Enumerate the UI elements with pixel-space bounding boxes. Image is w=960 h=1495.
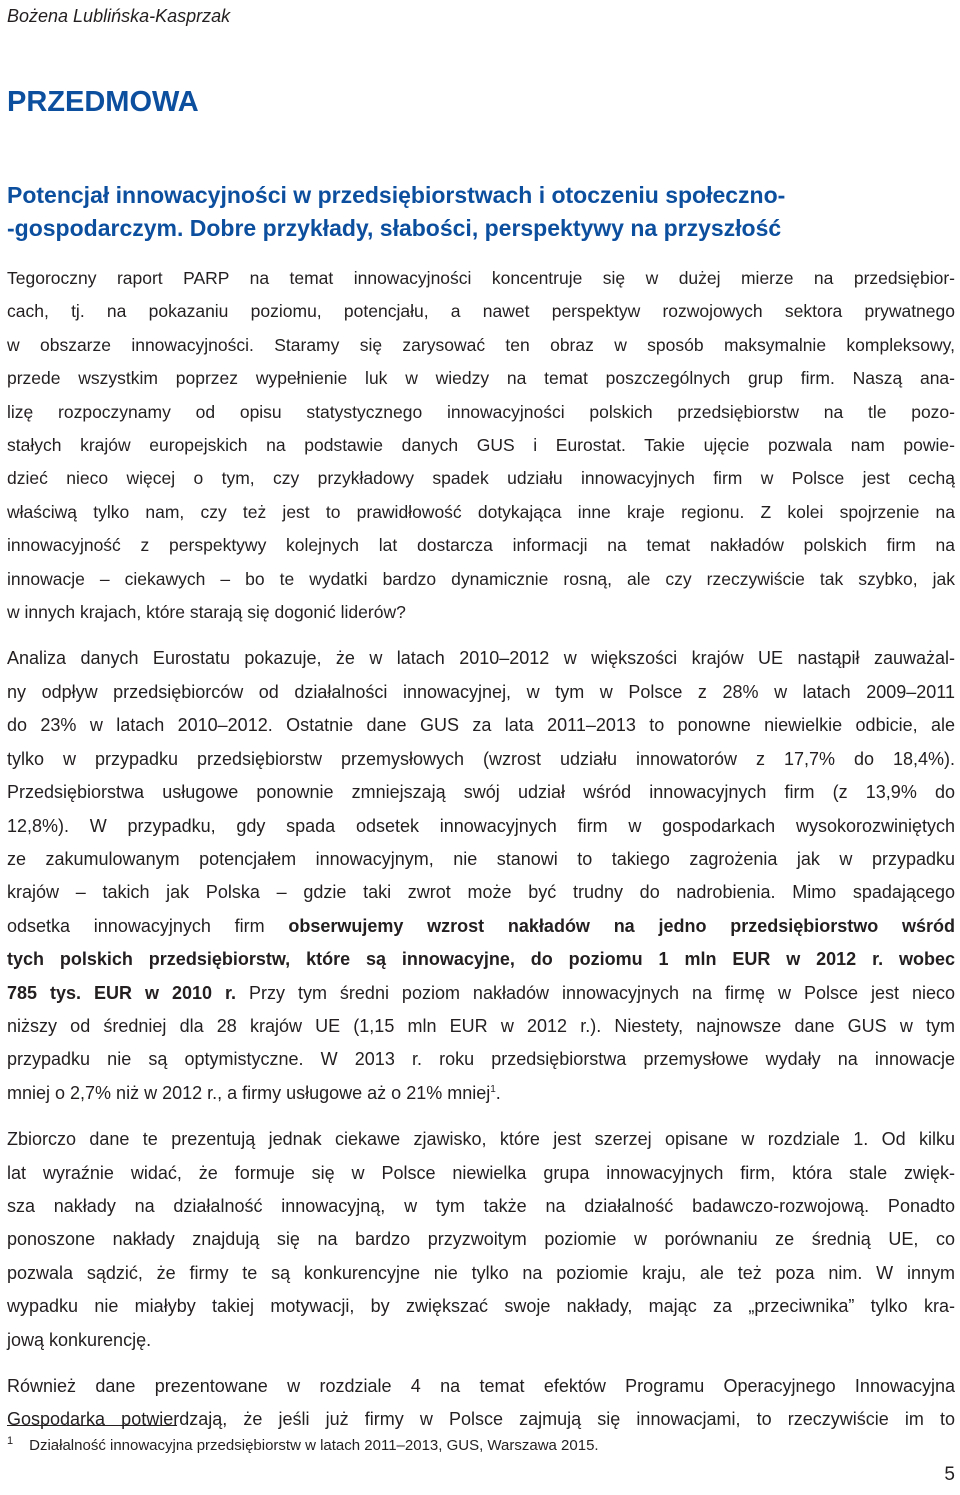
text-line: Gospodarka potwierdzają, że jeśli już firmy w Polsce zajmują się innowacjami, to rzeczywiście im to xyxy=(7,1409,955,1430)
text-line: Tegoroczny raport PARP na temat innowacyjności koncentruje się w dużej mierze na przedsiębior- xyxy=(7,268,955,288)
paragraph-4 xyxy=(7,1370,955,1437)
footnote-ref[interactable]: 1 xyxy=(490,1083,496,1095)
paragraph-1 xyxy=(7,262,955,629)
text-line: ze zakumulowanym potencjałem innowacyjnym, nie stanowi to takiego zagrożenia jak w przypadku xyxy=(7,848,955,869)
text-line: Przedsiębiorstwa usługowe ponownie zmniejszają swój udział wśród innowacyjnych firm (z 13,9% do xyxy=(7,782,955,803)
text-line: przypadku nie są optymistyczne. W 2013 r. roku przedsiębiorstwa przemysłowe wydały na innowacje xyxy=(7,1049,955,1070)
footnote-number: 1 xyxy=(7,1435,14,1447)
document-page xyxy=(7,0,955,1495)
subtitle-line: Potencjał innowacyjności w przedsiębiorstwach i otoczeniu społeczno- xyxy=(7,182,786,208)
paragraph-2 xyxy=(7,642,955,1110)
text-line: stałych krajów europejskich na podstawie danych GUS i Eurostat. Takie ujęcie pozwala nam powie- xyxy=(7,435,955,456)
author-header: Bożena Lublińska-Kasprzak xyxy=(7,6,231,26)
text-line: dzieć nieco więcej o tym, czy przykładowy spadek udziału innowacyjnych firm w Polsce jest cechą xyxy=(7,468,955,489)
bold-text-line: tych polskich przedsiębiorstw, które są innowacyjne, do poziomu 1 mln EUR w 2012 r. wobec xyxy=(7,949,955,970)
text-line: lizę rozpoczynamy od opisu statystycznego innowacyjności polskich przedsiębiorstw na tle pozo- xyxy=(7,401,955,422)
text-line: Również dane prezentowane w rozdziale 4 na temat efektów Programu Operacyjnego Innowacyjna xyxy=(7,1376,955,1396)
text-line xyxy=(7,977,955,1010)
text-line: tylko w przypadku przedsiębiorstw przemysłowych (wzrost udziału innowatorów z 17,7% do 18,4%). xyxy=(7,748,955,769)
text-line: wypadku nie miałyby takiej motywacji, by zwiększać swoje nakłady, mając za „przeciwnika” tylko kra- xyxy=(7,1296,955,1317)
text-line: Zbiorczo dane te prezentują jednak ciekawe zjawisko, które jest szerzej opisane w rozdziale 1. Od kilku xyxy=(7,1129,955,1150)
footnote-divider xyxy=(7,1425,177,1426)
text-line: ny odpływ przedsiębiorców od działalności innowacyjnej, w tym w Polsce z 28% w latach 2009–2011 xyxy=(7,681,955,702)
text-line: sza nakłady na działalność innowacyjną, w tym także na działalność badawczo-rozwojową. Ponadto xyxy=(7,1195,955,1216)
text-line: krajów – takich jak Polska – gdzie taki zwrot może być trudny do nadrobienia. Mimo spadającego xyxy=(7,882,955,903)
text-line: niższy od średniej dla 28 krajów UE (1,15 mln EUR w 2012 r.). Niestety, najnowsze dane GUS w tym xyxy=(7,1015,955,1036)
text-line: do 23% w latach 2010–2012. Ostatnie dane GUS za lata 2011–2013 to ponowne niewielkie odbicie, ale xyxy=(7,715,955,736)
footnote xyxy=(7,1437,599,1454)
text-span: Przy tym średni poziom nakładów innowacyjnych na firmę w Polsce jest nieco xyxy=(236,982,955,1003)
text-line xyxy=(7,910,955,943)
footnote-text: Działalność innowacyjna przedsiębiorstw w latach 2011–2013, GUS, Warszawa 2015. xyxy=(29,1437,599,1454)
section-title: PRZEDMOWA xyxy=(7,86,199,118)
subtitle-line: -gospodarczym. Dobre przykłady, słabości, perspektywy na przyszłość xyxy=(7,215,782,241)
text-span: . xyxy=(495,1082,501,1103)
text-line xyxy=(7,1077,955,1110)
text-line: jową konkurencję. xyxy=(7,1329,152,1350)
paragraph-3 xyxy=(7,1123,955,1357)
text-line: lat wyraźnie widać, że formuje się w Polsce niewielka grupa innowacyjnych firm, która stale zwięk- xyxy=(7,1162,955,1183)
text-line: przede wszystkim poprzez wypełnienie luk w wiedzy na temat poszczególnych grup firm. Naszą ana- xyxy=(7,368,955,389)
text-line: ponoszone nakłady znajdują się na bardzo przyzwoitym poziomie w porównaniu ze średnią UE, co xyxy=(7,1229,955,1250)
bold-text: 785 tys. EUR w 2010 r. xyxy=(7,982,236,1003)
text-line: innowacje – ciekawych – bo te wydatki bardzo dynamicznie rosną, ale czy rzeczywiście tak szybko, jak xyxy=(7,568,955,589)
text-line: innowacyjność z perspektywy kolejnych lat dostarcza informacji na temat nakładów polskich firm na xyxy=(7,535,955,556)
bold-text: obserwujemy wzrost nakładów na jedno przedsiębiorstwo wśród xyxy=(288,915,955,936)
page-number: 5 xyxy=(944,1464,955,1485)
text-span: odsetka innowacyjnych firm xyxy=(7,915,289,936)
article-subtitle xyxy=(7,179,947,245)
text-line: w obszarze innowacyjności. Staramy się zarysować ten obraz w sposób maksymalnie kompleksowy, xyxy=(7,334,955,355)
text-line: pozwala sądzić, że firmy te są konkurencyjne nie tylko na poziomie kraju, ale też poza nim. W innym xyxy=(7,1262,955,1283)
text-line: cach, tj. na pokazaniu poziomu, potencjału, a nawet perspektyw rozwojowych sektora prywatnego xyxy=(7,301,955,322)
text-line: w innych krajach, które starają się dogonić liderów? xyxy=(7,602,406,623)
body-text xyxy=(7,262,955,1450)
text-line: Analiza danych Eurostatu pokazuje, że w latach 2010–2012 w większości krajów UE nastąpił zauważal- xyxy=(7,648,955,669)
text-span: mniej o 2,7% niż w 2012 r., a firmy usługowe aż o 21% mniej xyxy=(7,1082,491,1103)
text-line: 12,8%). W przypadku, gdy spada odsetek innowacyjnych firm w gospodarkach wysokorozwiniętych xyxy=(7,815,955,836)
text-line: właściwą tylko nam, czy też jest to prawidłowość dotykająca inne kraje regionu. Z kolei spojrzenie na xyxy=(7,501,955,522)
